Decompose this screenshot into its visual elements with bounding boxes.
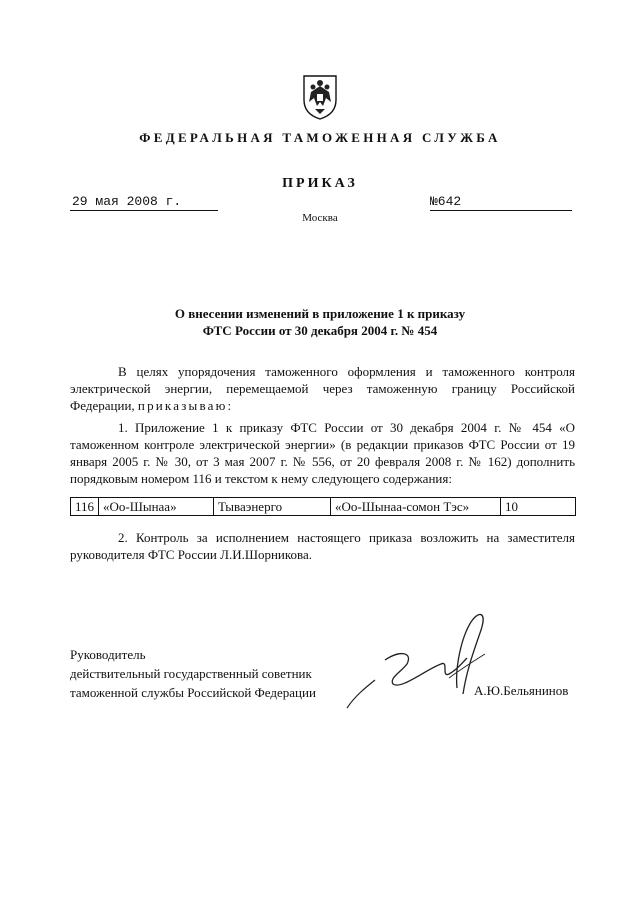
item-1-paragraph [70, 419, 575, 487]
order-word: приказываю: [137, 398, 234, 413]
table-row [71, 498, 576, 516]
order-subject [0, 305, 640, 339]
amendment-table [70, 497, 576, 516]
issue-city: Москва [302, 212, 338, 224]
item-2-text: 2. Контроль за исполнением настоящего приказа возложить на заместителя руководителя ФТС России Л.И.Шорникова. [70, 530, 575, 562]
agency-name: ФЕДЕРАЛЬНАЯ ТАМОЖЕННАЯ СЛУЖБА [139, 130, 501, 145]
signer-title-line-2: действительный государственный советник [70, 666, 312, 681]
subject-line-1: О внесении изменений в приложение 1 к приказу [174, 306, 466, 321]
handwritten-signature [345, 608, 490, 710]
subject-line-2: ФТС России от 30 декабря 2004 г. № 454 [202, 323, 438, 338]
item-2-paragraph [70, 529, 575, 563]
signer-title-line-1: Руководитель [70, 647, 146, 662]
intro-paragraph [70, 363, 575, 414]
order-title: ПРИКАЗ [282, 176, 358, 191]
intro-text: В целях упорядочения таможенного оформления и таможенного контроля электрической энергии, перемещаемой через таможенную границу Российской Федерации, [70, 364, 575, 413]
item-1-text: 1. Приложение 1 к приказу ФТС России от 30 декабря 2004 г. № 454 «О таможенном контроле электрической энергии» (в редакции приказов ФТС России от 19 января 2005 г. № 30, от 3 мая 2007 г. № 556, от 20 февраля 2008 г. № 162) дополнить порядковым номером 116 и текстом к нему следующего содержания: [70, 420, 575, 486]
coat-of-arms-emblem [300, 74, 340, 120]
signer-title-block [70, 645, 316, 702]
table-cell-number: 116 [71, 498, 99, 516]
table-cell-checkpoint: «Оо-Шынаа» [99, 498, 214, 516]
order-date: 29 мая 2008 г. [70, 194, 218, 211]
table-cell-value: 10 [501, 498, 576, 516]
signer-title-line-3: таможенной службы Российской Федерации [70, 685, 316, 700]
table-cell-company: Тываэнерго [214, 498, 331, 516]
table-cell-line: «Оо-Шынаа-сомон Тэс» [331, 498, 501, 516]
signer-name: А.Ю.Бельянинов [474, 683, 569, 698]
order-number: №642 [430, 194, 572, 211]
